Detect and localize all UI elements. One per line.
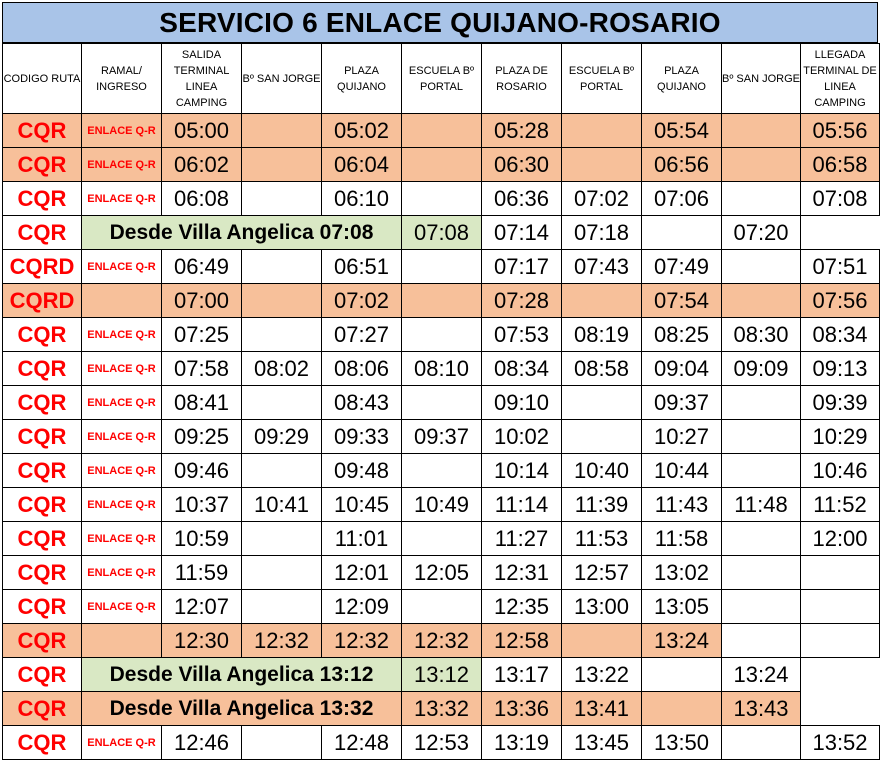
salida-terminal-time: 11:59 [162, 556, 242, 590]
origin-note-cell: Desde Villa Angelica 13:32 [82, 692, 402, 726]
salida-terminal-time: 08:41 [162, 386, 242, 420]
san-jorge-time: 12:32 [242, 624, 322, 658]
llegada-terminal-time: 05:56 [801, 114, 880, 148]
llegada-terminal-time: 06:58 [801, 148, 880, 182]
plaza-quijano-time: 11:01 [322, 522, 402, 556]
plaza-rosario-time: 12:58 [482, 624, 562, 658]
header-escuela-portal: ESCUELA Bº PORTAL [402, 44, 482, 114]
llegada-terminal-time: 13:52 [801, 726, 880, 760]
escuela-portal-time [402, 250, 482, 284]
escuela-portal-return-time [562, 148, 642, 182]
plaza-quijano-return-time: 07:06 [642, 182, 722, 216]
table-row [3, 454, 880, 488]
table-row [3, 318, 880, 352]
escuela-portal-return-time [562, 386, 642, 420]
san-jorge-return-time [722, 114, 801, 148]
header-codigo-ruta: CODIGO RUTA [3, 44, 82, 114]
plaza-rosario-time: 07:53 [482, 318, 562, 352]
escuela-portal-time [402, 318, 482, 352]
route-code-cell: CQR [3, 182, 82, 216]
route-code-cell: CQR [3, 522, 82, 556]
llegada-terminal-time: 07:51 [801, 250, 880, 284]
san-jorge-return-time [722, 522, 801, 556]
plaza-rosario-time: 13:12 [402, 658, 482, 692]
plaza-quijano-time: 09:48 [322, 454, 402, 488]
plaza-quijano-time: 12:01 [322, 556, 402, 590]
origin-note-cell: Desde Villa Angelica 07:08 [82, 216, 402, 250]
san-jorge-time [242, 182, 322, 216]
escuela-portal-time: 08:10 [402, 352, 482, 386]
llegada-terminal-time [801, 590, 880, 624]
header-escuela-portal-return: ESCUELA Bº PORTAL [562, 44, 642, 114]
llegada-terminal-time: 10:46 [801, 454, 880, 488]
san-jorge-return-time [722, 624, 801, 658]
san-jorge-return-time [722, 590, 801, 624]
plaza-quijano-return-time: 07:54 [642, 284, 722, 318]
plaza-quijano-time: 08:06 [322, 352, 402, 386]
table-row [3, 556, 880, 590]
header-plaza-rosario: PLAZA DE ROSARIO [482, 44, 562, 114]
escuela-portal-return-time: 07:02 [562, 182, 642, 216]
plaza-quijano-time: 06:51 [322, 250, 402, 284]
salida-terminal-time: 10:37 [162, 488, 242, 522]
llegada-terminal-time: 07:56 [801, 284, 880, 318]
route-code-cell: CQR [3, 114, 82, 148]
san-jorge-return-time [722, 250, 801, 284]
salida-terminal-time: 12:46 [162, 726, 242, 760]
llegada-terminal-time: 07:08 [801, 182, 880, 216]
escuela-portal-time [402, 454, 482, 488]
escuela-portal-return-time: 12:57 [562, 556, 642, 590]
llegada-terminal-time: 13:24 [722, 658, 801, 692]
plaza-rosario-time: 12:35 [482, 590, 562, 624]
escuela-portal-time: 12:53 [402, 726, 482, 760]
plaza-quijano-time: 09:33 [322, 420, 402, 454]
escuela-portal-time [402, 148, 482, 182]
header-row [3, 44, 880, 114]
san-jorge-return-time [722, 556, 801, 590]
plaza-quijano-return-time: 09:37 [642, 386, 722, 420]
schedule-body [3, 114, 880, 760]
plaza-quijano-time: 07:27 [322, 318, 402, 352]
salida-terminal-time: 06:49 [162, 250, 242, 284]
plaza-rosario-time: 06:30 [482, 148, 562, 182]
plaza-quijano-return-time: 13:02 [642, 556, 722, 590]
escuela-portal-return-time: 11:39 [562, 488, 642, 522]
plaza-rosario-time: 06:36 [482, 182, 562, 216]
plaza-quijano-return-time: 10:27 [642, 420, 722, 454]
plaza-quijano-time: 12:09 [322, 590, 402, 624]
escuela-portal-time: 12:32 [402, 624, 482, 658]
escuela-portal-time [402, 114, 482, 148]
plaza-quijano-return-time: 13:50 [642, 726, 722, 760]
san-jorge-return-time: 11:48 [722, 488, 801, 522]
plaza-rosario-time: 12:31 [482, 556, 562, 590]
ramal-cell: ENLACE Q-R [82, 148, 162, 182]
table-row [3, 488, 880, 522]
plaza-quijano-return-time: 06:56 [642, 148, 722, 182]
escuela-portal-time: 12:05 [402, 556, 482, 590]
escuela-portal-time [402, 386, 482, 420]
san-jorge-return-time: 08:30 [722, 318, 801, 352]
san-jorge-return-time [642, 216, 722, 250]
salida-terminal-time: 12:07 [162, 590, 242, 624]
header-plaza-quijano-return: PLAZA QUIJANO [642, 44, 722, 114]
plaza-quijano-return-time: 11:58 [642, 522, 722, 556]
escuela-portal-return-time: 11:53 [562, 522, 642, 556]
plaza-quijano-return-time: 13:41 [562, 692, 642, 726]
schedule-table [2, 43, 880, 760]
route-code-cell: CQR [3, 216, 82, 250]
ramal-cell: ENLACE Q-R [82, 182, 162, 216]
table-row [3, 624, 880, 658]
ramal-cell: ENLACE Q-R [82, 250, 162, 284]
escuela-portal-return-time: 13:36 [482, 692, 562, 726]
plaza-quijano-return-time: 08:25 [642, 318, 722, 352]
header-ramal-ingreso: RAMAL/ INGRESO [82, 44, 162, 114]
salida-terminal-time: 05:00 [162, 114, 242, 148]
plaza-quijano-return-time: 07:18 [562, 216, 642, 250]
llegada-terminal-time: 09:13 [801, 352, 880, 386]
plaza-quijano-return-time: 13:05 [642, 590, 722, 624]
plaza-rosario-time: 07:17 [482, 250, 562, 284]
plaza-rosario-time: 05:28 [482, 114, 562, 148]
llegada-terminal-time: 13:43 [722, 692, 801, 726]
salida-terminal-time: 10:59 [162, 522, 242, 556]
table-row [3, 352, 880, 386]
plaza-rosario-time: 13:19 [482, 726, 562, 760]
plaza-rosario-time: 11:27 [482, 522, 562, 556]
plaza-rosario-time: 10:02 [482, 420, 562, 454]
route-code-cell: CQR [3, 590, 82, 624]
plaza-rosario-time: 08:34 [482, 352, 562, 386]
llegada-terminal-time: 07:20 [722, 216, 801, 250]
plaza-quijano-return-time: 13:24 [642, 624, 722, 658]
escuela-portal-return-time: 08:19 [562, 318, 642, 352]
table-row [3, 386, 880, 420]
llegada-terminal-time: 08:34 [801, 318, 880, 352]
salida-terminal-time: 09:25 [162, 420, 242, 454]
route-code-cell: CQR [3, 318, 82, 352]
header-san-jorge-return: Bº SAN JORGE [722, 44, 801, 114]
header-llegada-terminal: LLEGADA TERMINAL DE LINEA CAMPING [801, 44, 880, 114]
escuela-portal-return-time: 07:14 [482, 216, 562, 250]
san-jorge-time [242, 114, 322, 148]
llegada-terminal-time: 11:52 [801, 488, 880, 522]
llegada-terminal-time [801, 624, 880, 658]
plaza-rosario-time: 10:14 [482, 454, 562, 488]
route-code-cell: CQR [3, 658, 82, 692]
escuela-portal-return-time: 13:45 [562, 726, 642, 760]
san-jorge-time [242, 590, 322, 624]
san-jorge-return-time [722, 454, 801, 488]
escuela-portal-return-time: 10:40 [562, 454, 642, 488]
table-row [3, 182, 880, 216]
table-row [3, 658, 880, 692]
plaza-quijano-time: 07:02 [322, 284, 402, 318]
route-code-cell: CQR [3, 386, 82, 420]
san-jorge-return-time [722, 148, 801, 182]
escuela-portal-return-time: 07:43 [562, 250, 642, 284]
route-code-cell: CQR [3, 352, 82, 386]
escuela-portal-time: 10:49 [402, 488, 482, 522]
salida-terminal-time: 06:08 [162, 182, 242, 216]
plaza-quijano-time: 08:43 [322, 386, 402, 420]
header-san-jorge: Bº SAN JORGE [242, 44, 322, 114]
table-row [3, 420, 880, 454]
ramal-cell: ENLACE Q-R [82, 420, 162, 454]
plaza-rosario-time: 07:08 [402, 216, 482, 250]
san-jorge-return-time [722, 726, 801, 760]
salida-terminal-time: 07:58 [162, 352, 242, 386]
plaza-quijano-time: 06:10 [322, 182, 402, 216]
page-title: SERVICIO 6 ENLACE QUIJANO-ROSARIO [2, 2, 878, 43]
escuela-portal-return-time [562, 420, 642, 454]
ramal-cell: ENLACE Q-R [82, 726, 162, 760]
salida-terminal-time: 07:00 [162, 284, 242, 318]
ramal-cell [82, 624, 162, 658]
route-code-cell: CQR [3, 556, 82, 590]
table-row [3, 692, 880, 726]
san-jorge-time: 09:29 [242, 420, 322, 454]
table-row [3, 522, 880, 556]
ramal-cell: ENLACE Q-R [82, 386, 162, 420]
route-code-cell: CQR [3, 454, 82, 488]
san-jorge-return-time [642, 658, 722, 692]
salida-terminal-time: 06:02 [162, 148, 242, 182]
route-code-cell: CQRD [3, 250, 82, 284]
llegada-terminal-time: 10:29 [801, 420, 880, 454]
route-code-cell: CQR [3, 420, 82, 454]
san-jorge-time [242, 284, 322, 318]
san-jorge-time: 08:02 [242, 352, 322, 386]
san-jorge-return-time [642, 692, 722, 726]
header-plaza-quijano: PLAZA QUIJANO [322, 44, 402, 114]
san-jorge-time [242, 250, 322, 284]
plaza-rosario-time: 11:14 [482, 488, 562, 522]
plaza-quijano-return-time: 07:49 [642, 250, 722, 284]
san-jorge-time [242, 318, 322, 352]
plaza-quijano-return-time: 11:43 [642, 488, 722, 522]
san-jorge-time [242, 556, 322, 590]
san-jorge-time [242, 148, 322, 182]
san-jorge-time [242, 386, 322, 420]
san-jorge-return-time [722, 182, 801, 216]
table-row [3, 726, 880, 760]
llegada-terminal-time: 12:00 [801, 522, 880, 556]
plaza-quijano-return-time: 09:04 [642, 352, 722, 386]
salida-terminal-time: 12:30 [162, 624, 242, 658]
san-jorge-return-time [722, 420, 801, 454]
origin-note-cell: Desde Villa Angelica 13:12 [82, 658, 402, 692]
table-row [3, 114, 880, 148]
escuela-portal-time [402, 284, 482, 318]
llegada-terminal-time [801, 556, 880, 590]
ramal-cell: ENLACE Q-R [82, 352, 162, 386]
plaza-quijano-time: 12:48 [322, 726, 402, 760]
plaza-rosario-time: 07:28 [482, 284, 562, 318]
ramal-cell: ENLACE Q-R [82, 556, 162, 590]
san-jorge-return-time [722, 386, 801, 420]
ramal-cell: ENLACE Q-R [82, 590, 162, 624]
plaza-quijano-return-time: 10:44 [642, 454, 722, 488]
san-jorge-return-time: 09:09 [722, 352, 801, 386]
san-jorge-time: 10:41 [242, 488, 322, 522]
escuela-portal-time [402, 590, 482, 624]
escuela-portal-time [402, 522, 482, 556]
plaza-quijano-time: 12:32 [322, 624, 402, 658]
escuela-portal-time: 09:37 [402, 420, 482, 454]
salida-terminal-time: 09:46 [162, 454, 242, 488]
escuela-portal-return-time [562, 284, 642, 318]
san-jorge-time [242, 522, 322, 556]
escuela-portal-time [402, 182, 482, 216]
table-row [3, 250, 880, 284]
plaza-rosario-time: 09:10 [482, 386, 562, 420]
san-jorge-return-time [722, 284, 801, 318]
route-code-cell: CQR [3, 624, 82, 658]
route-code-cell: CQR [3, 692, 82, 726]
plaza-quijano-return-time: 13:22 [562, 658, 642, 692]
route-code-cell: CQR [3, 726, 82, 760]
ramal-cell: ENLACE Q-R [82, 318, 162, 352]
ramal-cell: ENLACE Q-R [82, 488, 162, 522]
llegada-terminal-time: 09:39 [801, 386, 880, 420]
ramal-cell: ENLACE Q-R [82, 454, 162, 488]
plaza-rosario-time: 13:32 [402, 692, 482, 726]
plaza-quijano-time: 05:02 [322, 114, 402, 148]
table-row [3, 148, 880, 182]
route-code-cell: CQRD [3, 284, 82, 318]
san-jorge-time [242, 454, 322, 488]
route-code-cell: CQR [3, 148, 82, 182]
table-row [3, 216, 880, 250]
escuela-portal-return-time: 13:17 [482, 658, 562, 692]
table-row [3, 284, 880, 318]
salida-terminal-time: 07:25 [162, 318, 242, 352]
route-code-cell: CQR [3, 488, 82, 522]
escuela-portal-return-time [562, 114, 642, 148]
escuela-portal-return-time: 13:00 [562, 590, 642, 624]
plaza-quijano-return-time: 05:54 [642, 114, 722, 148]
plaza-quijano-time: 10:45 [322, 488, 402, 522]
plaza-quijano-time: 06:04 [322, 148, 402, 182]
escuela-portal-return-time: 08:58 [562, 352, 642, 386]
escuela-portal-return-time [562, 624, 642, 658]
san-jorge-time [242, 726, 322, 760]
ramal-cell [82, 284, 162, 318]
ramal-cell: ENLACE Q-R [82, 522, 162, 556]
ramal-cell: ENLACE Q-R [82, 114, 162, 148]
table-row [3, 590, 880, 624]
header-salida-terminal: SALIDA TERMINAL LINEA CAMPING [162, 44, 242, 114]
